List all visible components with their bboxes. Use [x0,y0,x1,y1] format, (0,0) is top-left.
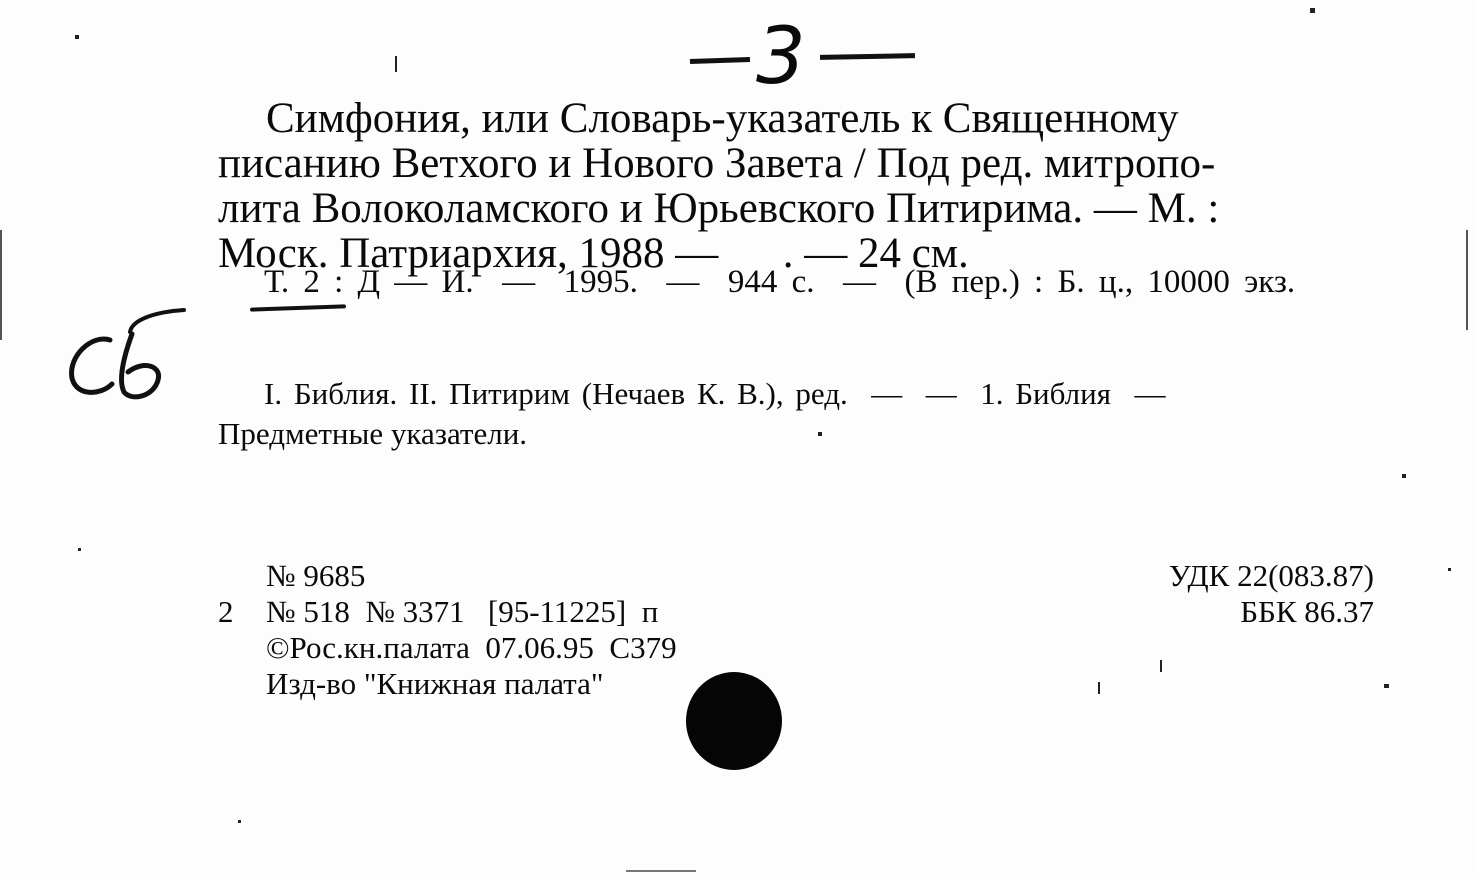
entry-line-2: писанию Ветхого и Нового Завета / Под ред. митропо- [218,140,1216,187]
copyright-line: ©Рос.кн.палата 07.06.95 С379 [266,630,677,665]
gutter-number: 2 [218,594,234,629]
handwritten-page-number [690,12,920,104]
classification-codes [1014,558,1374,630]
dust-speck [818,432,822,436]
publisher-line: Изд-во "Книжная палата" [266,666,604,701]
dust-speck [1098,682,1100,694]
entry-line-4: Моск. Патриархия, 1988 — . — 24 см. [218,230,969,277]
dust-speck [1448,568,1451,571]
udc-code: УДК 22(083.87) [1168,558,1374,593]
bibliographic-entry [218,96,1378,276]
dust-speck [0,230,2,340]
dust-speck [1384,684,1389,688]
registration-numbers: № 518 № 3371 [95-11225] п [266,594,659,629]
dust-speck [1160,660,1162,672]
volume-description: Т. 2 : Д — И. — 1995. — 944 с. — (В пер.) : Б. ц., 10000 экз. [264,264,1296,300]
dust-speck [626,870,696,872]
card-number: № 9685 [266,558,366,593]
entry-line-1: Симфония, или Словарь-указатель к Священному [266,95,1179,142]
bbk-code: ББК 86.37 [1240,594,1374,629]
entry-line-3: лита Волоколамского и Юрьевского Питирима. — М. : [218,185,1220,232]
handwritten-mark-icon [58,300,198,410]
dust-speck [1310,8,1315,13]
dust-speck [395,56,397,72]
tracing-line-2: Предметные указатели. [218,416,528,451]
handwritten-underline [250,304,346,311]
card-punch-hole [686,672,782,770]
tracing-line-1: I. Библия. II. Питирим (Нечаев К. В.), ред. — — 1. Библия — [264,376,1166,411]
dust-speck [75,35,79,39]
handwritten-dash-right [820,53,915,60]
handwritten-dash-left [690,57,750,64]
tracings [218,374,1368,454]
dust-speck [78,548,81,551]
handwritten-digit: 3 [756,12,806,102]
dust-speck [1402,474,1406,478]
dust-speck [1466,230,1468,330]
dust-speck [238,820,241,823]
